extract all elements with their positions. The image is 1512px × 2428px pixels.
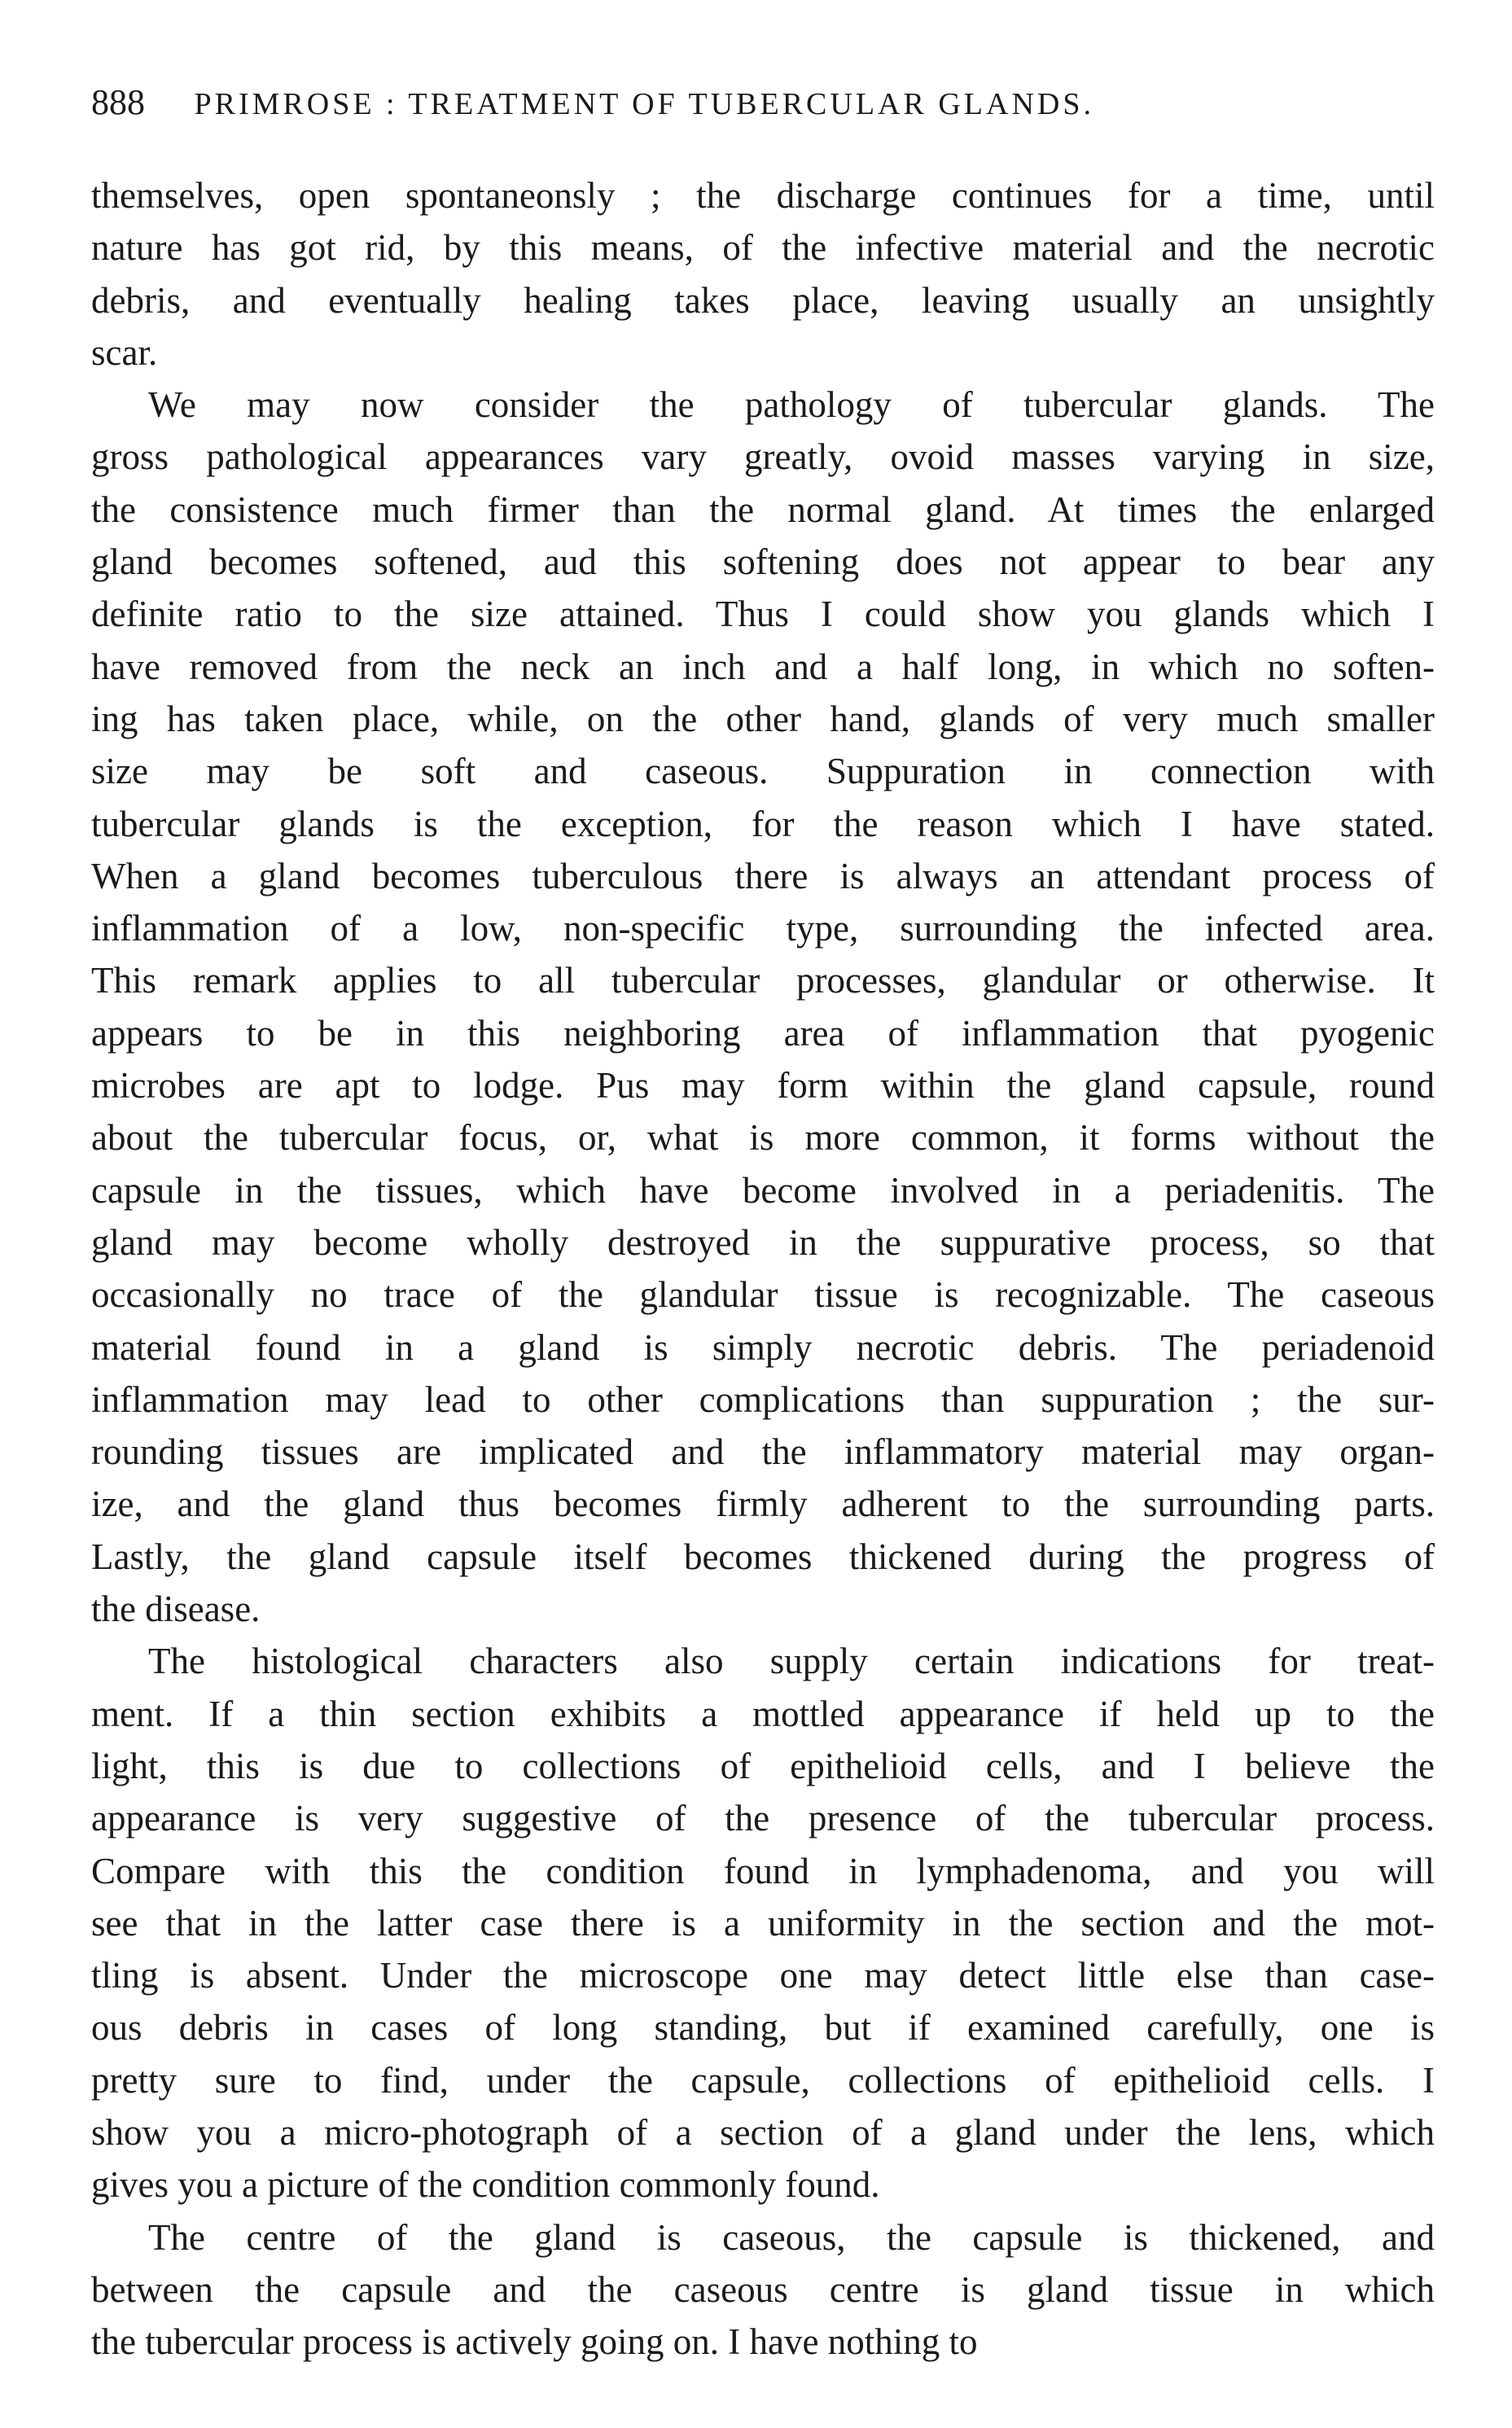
text-line: light, this is due to collections of epithelioid cells, and I believe the: [91, 1745, 1435, 1786]
text-line: size may be soft and caseous. Suppuration in connection with: [91, 751, 1435, 792]
text-line: scar.: [91, 331, 158, 373]
text-line: nature has got rid, by this means, of the infective material and the necrotic: [91, 227, 1435, 269]
text-line: tubercular glands is the exception, for the reason which I have stated.: [91, 803, 1435, 844]
text-line: inflammation may lead to other complications than suppuration ; the sur-: [91, 1378, 1435, 1420]
body-text: [91, 169, 1435, 2368]
text-line: gives you a picture of the condition commonly found.: [91, 2164, 880, 2206]
text-line: have removed from the neck an inch and a half long, in which no soften-: [91, 646, 1435, 687]
paragraph: [91, 169, 1435, 379]
text-line: themselves, open spontaneonsly ; the discharge continues for a time, until: [91, 175, 1435, 216]
text-line: gross pathological appearances vary greatly, ovoid masses varying in size,: [91, 436, 1435, 478]
text-line: The centre of the gland is caseous, the capsule is thickened, and: [148, 2216, 1435, 2258]
text-line: appearance is very suggestive of the presence of the tubercular process.: [91, 1798, 1435, 1839]
text-line: debris, and eventually healing takes place, leaving usually an unsightly: [91, 279, 1435, 321]
text-line: ing has taken place, while, on the other hand, glands of very much smaller: [91, 698, 1435, 739]
text-line: rounding tissues are implicated and the inflammatory material may organ-: [91, 1431, 1435, 1473]
text-line: the tubercular process is actively going on. I have nothing to: [91, 2321, 978, 2363]
paragraph: [91, 2211, 1435, 2369]
paragraph: [91, 379, 1435, 1635]
text-line: When a gland becomes tuberculous there is always an attendant process of: [91, 855, 1435, 896]
text-line: microbes are apt to lodge. Pus may form within the gland capsule, round: [91, 1065, 1435, 1107]
text-line: between the capsule and the caseous centre is gland tissue in which: [91, 2268, 1435, 2310]
running-header: [91, 78, 1435, 127]
text-line: show you a micro-photograph of a section of a gland under the lens, which: [91, 2111, 1435, 2153]
text-line: the consistence much firmer than the normal gland. At times the enlarged: [91, 489, 1435, 530]
text-line: gland may become wholly destroyed in the suppurative process, so that: [91, 1221, 1435, 1263]
text-line: inflammation of a low, non-specific type, surrounding the infected area.: [91, 908, 1435, 949]
text-line: gland becomes softened, aud this softening does not appear to bear any: [91, 541, 1435, 583]
text-line: the disease.: [91, 1589, 261, 1630]
text-line: occasionally no trace of the glandular tissue is recognizable. The caseous: [91, 1274, 1435, 1316]
text-line: ous debris in cases of long standing, but if examined carefully, one is: [91, 2007, 1435, 2049]
text-line: definite ratio to the size attained. Thus I could show you glands which I: [91, 594, 1435, 635]
running-title: PRIMROSE : TREATMENT OF TUBERCULAR GLANDS.: [194, 87, 1094, 121]
text-line: appears to be in this neighboring area of inflammation that pyogenic: [91, 1012, 1435, 1054]
text-line: see that in the latter case there is a uniformity in the section and the mot-: [91, 1902, 1435, 1944]
text-line: Compare with this the condition found in lymphadenoma, and you will: [91, 1850, 1435, 1891]
text-line: capsule in the tissues, which have become involved in a periadenitis. The: [91, 1169, 1435, 1211]
text-line: material found in a gland is simply necrotic debris. The periadenoid: [91, 1326, 1435, 1368]
text-line: tling is absent. Under the microscope one may detect little else than case-: [91, 1955, 1435, 1996]
text-line: ment. If a thin section exhibits a mottled appearance if held up to the: [91, 1693, 1435, 1734]
text-line: about the tubercular focus, or, what is more common, it forms without the: [91, 1117, 1435, 1159]
text-line: The histological characters also supply certain indications for treat-: [148, 1641, 1435, 1682]
paragraph: [91, 1635, 1435, 2211]
text-line: ize, and the gland thus becomes firmly adherent to the surrounding parts.: [91, 1484, 1435, 1525]
page-number: 888: [91, 82, 145, 122]
text-line: Lastly, the gland capsule itself becomes thickened during the progress of: [91, 1536, 1435, 1577]
text-line: This remark applies to all tubercular processes, glandular or otherwise. It: [91, 960, 1435, 1001]
text-line: We may now consider the pathology of tubercular glands. The: [148, 384, 1435, 426]
text-line: pretty sure to find, under the capsule, collections of epithelioid cells. I: [91, 2059, 1435, 2101]
